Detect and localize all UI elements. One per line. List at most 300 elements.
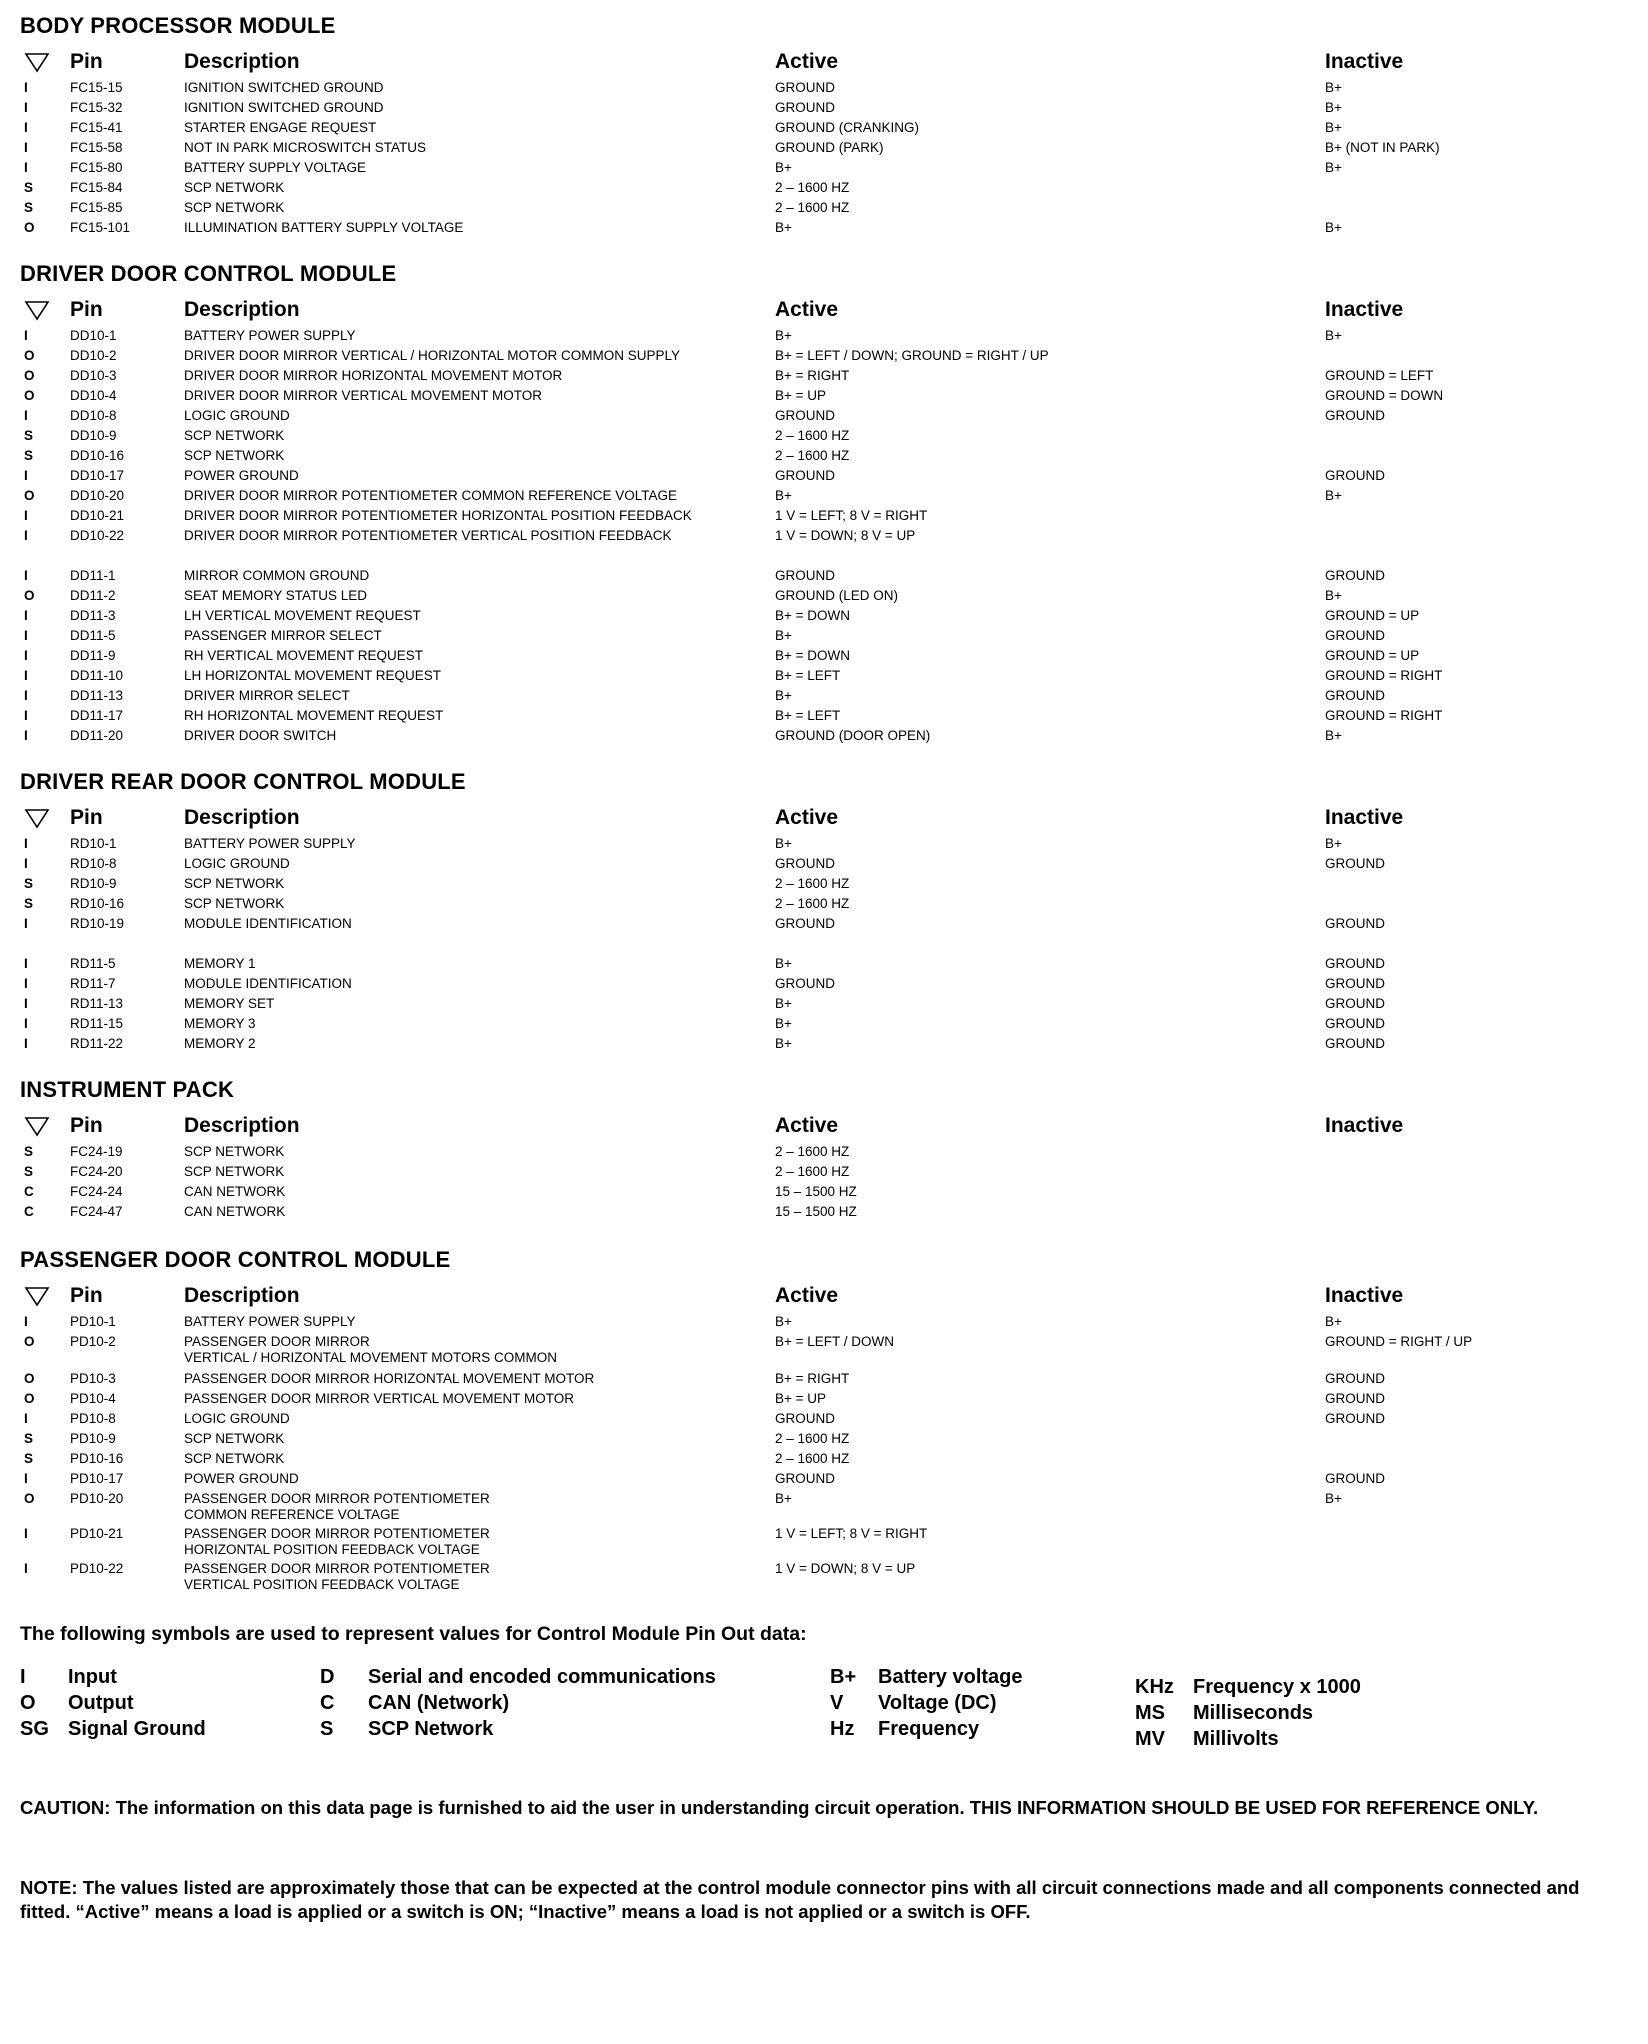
inactive-value: GROUND [1325,568,1385,583]
legend-label: Output [68,1692,134,1714]
pin-id: PD10-4 [70,1391,116,1406]
pin-type: S [24,1451,34,1466]
inactive-column-header: Inactive [1325,50,1404,73]
description-column-header: Description [184,806,300,829]
pin-id: DD11-1 [70,568,116,583]
table-header [20,294,1630,326]
pin-column-header: Pin [70,50,103,73]
pin-id: FC15-84 [70,180,123,195]
pin-type: I [24,160,28,175]
pin-id: DD10-1 [70,328,117,343]
table-row [20,586,1630,606]
pin-type: I [24,1411,28,1426]
pin-type: I [24,80,28,95]
pin-description: DRIVER DOOR MIRROR POTENTIOMETER HORIZONTAL POSITION FEEDBACK [184,508,692,523]
legend-item [830,1664,1135,1690]
legend-label: Millivolts [1193,1728,1279,1750]
pin-type: I [24,468,28,483]
legend-symbol: SG [20,1718,49,1740]
pin-id: FC15-32 [70,100,123,115]
active-value: 2 – 1600 HZ [775,448,850,463]
pin-id: DD11-10 [70,668,124,683]
pin-id: PD10-1 [70,1314,116,1329]
pin-description: SCP NETWORK [184,180,285,195]
active-value: B+ [775,956,792,971]
table-row [20,198,1630,218]
pin-id: PD10-16 [70,1451,124,1466]
active-value: GROUND (PARK) [775,140,884,155]
active-value: 2 – 1600 HZ [775,1144,850,1159]
active-value: 15 – 1500 HZ [775,1204,857,1219]
type-column-header [20,1115,70,1137]
inactive-value: B+ [1325,100,1342,115]
active-value: B+ [775,1314,792,1329]
table-row [20,994,1630,1014]
inactive-value: GROUND [1325,468,1385,483]
active-value: B+ [775,488,792,503]
pin-type: O [24,388,35,403]
pin-column-header: Pin [70,298,103,321]
table-row [20,566,1630,586]
pin-type: S [24,896,34,911]
pin-type: O [24,1371,35,1386]
pin-type: O [24,488,35,503]
active-column-header: Active [775,298,839,321]
active-value: 2 – 1600 HZ [775,876,850,891]
module-section [20,1246,1630,1593]
pin-type: I [24,100,28,115]
table-row [20,506,1630,526]
pin-id: RD11-5 [70,956,116,971]
table-row [20,466,1630,486]
inactive-value: GROUND [1325,1371,1385,1386]
legend-item [320,1690,830,1716]
inactive-value: GROUND [1325,956,1385,971]
active-value: B+ [775,160,792,175]
pin-id: DD10-9 [70,428,117,443]
pin-id: RD11-7 [70,976,116,991]
pin-type: S [24,428,34,443]
description-column-header: Description [184,1284,300,1307]
active-value: B+ = LEFT / DOWN [775,1334,895,1349]
table-row [20,158,1630,178]
legend-label: Signal Ground [68,1718,206,1740]
inactive-value: B+ [1325,160,1342,175]
active-value: 2 – 1600 HZ [775,1451,850,1466]
pin-description: MIRROR COMMON GROUND [184,568,370,583]
pin-description: BATTERY SUPPLY VOLTAGE [184,160,367,175]
pin-column-header: Pin [70,1284,103,1307]
pin-type: O [24,1391,35,1406]
active-value: 15 – 1500 HZ [775,1184,857,1199]
pin-description: MEMORY 2 [184,1036,256,1051]
section-title: INSTRUMENT PACK [20,1077,235,1102]
legend-item [20,1716,320,1742]
pin-description: SCP NETWORK [184,896,285,911]
active-column-header: Active [775,50,839,73]
inactive-column-header: Inactive [1325,806,1404,829]
pin-description: CAN NETWORK [184,1204,286,1219]
section-title: PASSENGER DOOR CONTROL MODULE [20,1247,451,1272]
pin-description: STARTER ENGAGE REQUEST [184,120,377,135]
table-row [20,406,1630,426]
table-header [20,1280,1630,1312]
table-row [20,346,1630,366]
active-value: GROUND (LED ON) [775,588,899,603]
active-value: B+ = LEFT [775,708,841,723]
pin-id: DD10-8 [70,408,117,423]
pin-id: PD10-8 [70,1411,116,1426]
inactive-value: GROUND [1325,976,1385,991]
active-value: GROUND [775,1411,835,1426]
active-value: GROUND [775,100,835,115]
legend-symbol: KHz [1135,1676,1174,1698]
pin-description: MODULE IDENTIFICATION [184,916,352,931]
pin-type: I [24,1016,28,1031]
table-row [20,834,1630,854]
inactive-value: B+ [1325,220,1342,235]
pin-type: I [24,328,28,343]
inactive-value: GROUND = RIGHT [1325,668,1443,683]
pin-id: FC24-24 [70,1184,123,1199]
active-value: B+ = UP [775,1391,827,1406]
active-value: B+ = LEFT [775,668,841,683]
module-sections [20,12,1630,1593]
legend-label: Serial and encoded communications [368,1666,716,1688]
pin-type: O [24,1334,35,1349]
pin-type: I [24,708,28,723]
table-row [20,974,1630,994]
table-row [20,1202,1630,1222]
active-value: GROUND [775,976,835,991]
active-value: B+ [775,1016,792,1031]
pin-description: CAN NETWORK [184,1184,286,1199]
inactive-value: B+ [1325,120,1342,135]
pin-description: SCP NETWORK [184,448,285,463]
legend-item [830,1690,1135,1716]
pin-type: I [24,996,28,1011]
pin-description: DRIVER DOOR SWITCH [184,728,337,743]
active-value: 1 V = DOWN; 8 V = UP [775,1561,916,1576]
table-header [20,1110,1630,1142]
legend-column [830,1664,1135,1752]
legend-label: SCP Network [368,1718,494,1740]
pin-id: FC15-58 [70,140,123,155]
pin-type: S [24,448,34,463]
table-row [20,1449,1630,1469]
module-section [20,768,1630,1054]
legend-item [20,1664,320,1690]
table-row [20,914,1630,934]
pin-id: RD11-22 [70,1036,124,1051]
active-value: B+ [775,220,792,235]
table-row [20,1491,1630,1523]
type-column-header [20,299,70,321]
pin-id: DD11-5 [70,628,116,643]
table-row [20,1312,1630,1332]
pin-type: I [24,120,28,135]
inactive-value: GROUND [1325,996,1385,1011]
table-row [20,1409,1630,1429]
inactive-value: GROUND = RIGHT [1325,708,1443,723]
inactive-value: B+ [1325,836,1342,851]
active-value: B+ = DOWN [775,648,851,663]
triangle-down-icon [24,51,70,73]
pin-type: I [24,408,28,423]
pin-type: I [24,648,28,663]
table-row [20,486,1630,506]
pin-id: PD10-9 [70,1431,116,1446]
table-row [20,1389,1630,1409]
table-row [20,98,1630,118]
table-header [20,46,1630,78]
pin-description: LOGIC GROUND [184,408,290,423]
pin-type: I [24,728,28,743]
pin-id: RD10-19 [70,916,125,931]
inactive-value: B+ [1325,1314,1342,1329]
pin-description: MODULE IDENTIFICATION [184,976,352,991]
table-row [20,138,1630,158]
inactive-value: GROUND [1325,688,1385,703]
active-value: GROUND [775,408,835,423]
active-value: 1 V = LEFT; 8 V = RIGHT [775,1526,928,1541]
table-row [20,1182,1630,1202]
active-column-header: Active [775,806,839,829]
pin-type: I [24,508,28,523]
pin-description: SCP NETWORK [184,876,285,891]
table-row [20,386,1630,406]
inactive-value: B+ (NOT IN PARK) [1325,140,1440,155]
pin-description: SCP NETWORK [184,200,285,215]
legend-symbol: S [320,1718,334,1740]
table-header [20,802,1630,834]
pin-id: FC15-85 [70,200,123,215]
active-value: B+ = RIGHT [775,1371,850,1386]
table-row [20,118,1630,138]
table-row [20,706,1630,726]
active-value: B+ = LEFT / DOWN; GROUND = RIGHT / UP [775,348,1049,363]
section-title: BODY PROCESSOR MODULE [20,13,336,38]
pin-id: RD11-15 [70,1016,124,1031]
inactive-column-header: Inactive [1325,1114,1404,1137]
pin-type: I [24,140,28,155]
table-row [20,646,1630,666]
pin-description: BATTERY POWER SUPPLY [184,836,356,851]
pin-type: I [24,568,28,583]
active-column-header: Active [775,1284,839,1307]
table-row [20,666,1630,686]
legend-column [320,1664,830,1752]
table-row [20,178,1630,198]
inactive-value: GROUND [1325,1391,1385,1406]
inactive-value: B+ [1325,80,1342,95]
legend-symbol: C [320,1692,335,1714]
pin-id: DD11-3 [70,608,116,623]
pin-id: RD10-16 [70,896,125,911]
legend-symbol: D [320,1666,335,1688]
inactive-value: B+ [1325,328,1342,343]
inactive-value: GROUND [1325,1016,1385,1031]
pin-id: DD10-4 [70,388,117,403]
pin-description: PASSENGER DOOR MIRROR HORIZONTAL MOVEMENT MOTOR [184,1371,595,1386]
legend-label: CAN (Network) [368,1692,510,1714]
inactive-value: GROUND [1325,916,1385,931]
description-column-header: Description [184,1114,300,1137]
pin-type: S [24,180,34,195]
pin-description: SEAT MEMORY STATUS LED [184,588,368,603]
table-row [20,1469,1630,1489]
definition-note: NOTE: The values listed are approximately those that can be expected at the control module connector pins with all circuit connections made and all components connected and fitted. “Active” means a load is applied or a switch is ON; “Inactive” means a load is not applied or a switch is OFF. [20,1877,1580,1922]
pin-type: S [24,1144,34,1159]
pin-type: O [24,368,35,383]
pin-type: I [24,528,28,543]
description-column-header: Description [184,298,300,321]
inactive-value: GROUND = UP [1325,608,1420,623]
table-row [20,426,1630,446]
pin-id: PD10-2 [70,1334,116,1349]
pin-id: PD10-17 [70,1471,124,1486]
inactive-value: GROUND = UP [1325,648,1420,663]
active-value: 2 – 1600 HZ [775,1164,850,1179]
inactive-value: GROUND [1325,408,1385,423]
pin-description: IGNITION SWITCHED GROUND [184,100,384,115]
table-row [20,1162,1630,1182]
table-row [20,1034,1630,1054]
triangle-down-icon [24,807,70,829]
table-row [20,526,1630,546]
active-value: B+ [775,1036,792,1051]
active-value: 2 – 1600 HZ [775,180,850,195]
triangle-down-icon [24,299,70,321]
inactive-column-header: Inactive [1325,1284,1404,1307]
legend-symbol: MS [1135,1702,1165,1724]
pin-description: PASSENGER DOOR MIRROR POTENTIOMETER COMMON REFERENCE VOLTAGE [184,1491,490,1522]
pin-id: DD10-17 [70,468,125,483]
legend-column [20,1664,320,1752]
legend-symbol: O [20,1692,36,1714]
pin-type: I [24,976,28,991]
module-section [20,12,1630,238]
table-row [20,326,1630,346]
pin-type: I [24,668,28,683]
active-value: B+ = DOWN [775,608,851,623]
pin-description: DRIVER DOOR MIRROR POTENTIOMETER VERTICAL POSITION FEEDBACK [184,528,672,543]
pin-description: BATTERY POWER SUPPLY [184,1314,356,1329]
table-row [20,874,1630,894]
legend-item [830,1716,1135,1742]
legend-symbol: B+ [830,1666,857,1688]
pin-id: PD10-20 [70,1491,124,1506]
pin-id: PD10-21 [70,1526,124,1541]
pin-type: I [24,916,28,931]
table-row [20,1429,1630,1449]
inactive-value: B+ [1325,488,1342,503]
type-column-header [20,51,70,73]
pin-id: FC15-101 [70,220,131,235]
inactive-value: GROUND [1325,1036,1385,1051]
pin-description: DRIVER DOOR MIRROR POTENTIOMETER COMMON REFERENCE VOLTAGE [184,488,678,503]
inactive-value: GROUND = DOWN [1325,388,1444,403]
pin-id: DD10-21 [70,508,125,523]
active-value: GROUND [775,568,835,583]
legend-item [1135,1700,1435,1726]
active-value: GROUND [775,1471,835,1486]
pin-type: O [24,220,35,235]
pin-id: FC15-41 [70,120,123,135]
table-row [20,218,1630,238]
pin-description: DRIVER DOOR MIRROR VERTICAL MOVEMENT MOTOR [184,388,543,403]
symbol-legend [20,1664,1630,1752]
pin-id: DD11-13 [70,688,124,703]
pin-type: I [24,688,28,703]
pin-id: RD11-13 [70,996,124,1011]
pin-description: DRIVER DOOR MIRROR VERTICAL / HORIZONTAL MOTOR COMMON SUPPLY [184,348,681,363]
pin-type: C [24,1204,34,1219]
inactive-value: GROUND = LEFT [1325,368,1434,383]
inactive-column-header: Inactive [1325,298,1404,321]
type-column-header [20,1285,70,1307]
caution-note: CAUTION: The information on this data page is furnished to aid the user in understanding circuit operation. THIS INFORMATION SHOULD BE USED FOR REFERENCE ONLY. [20,1797,1539,1818]
active-value: 1 V = DOWN; 8 V = UP [775,528,916,543]
pin-id: RD10-1 [70,836,117,851]
pin-description: NOT IN PARK MICROSWITCH STATUS [184,140,427,155]
legend-item [320,1716,830,1742]
table-row [20,626,1630,646]
pin-type: I [24,628,28,643]
legend-label: Voltage (DC) [878,1692,997,1714]
table-row [20,606,1630,626]
pin-description: MEMORY 3 [184,1016,256,1031]
pin-id: RD10-8 [70,856,117,871]
legend-label: Frequency x 1000 [1193,1676,1361,1698]
legend-label: Input [68,1666,117,1688]
inactive-value: GROUND [1325,1471,1385,1486]
pin-description: SCP NETWORK [184,1451,285,1466]
legend-title: The following symbols are used to represent values for Control Module Pin Out data: [20,1623,807,1645]
table-row [20,1334,1630,1366]
pin-id: FC24-47 [70,1204,123,1219]
pin-type: I [24,1471,28,1486]
pin-id: DD11-17 [70,708,124,723]
section-title: DRIVER DOOR CONTROL MODULE [20,261,397,286]
inactive-value: B+ [1325,728,1342,743]
legend-symbol: V [830,1692,844,1714]
pin-description: PASSENGER DOOR MIRROR VERTICAL / HORIZONTAL MOVEMENT MOTORS COMMON [184,1334,558,1365]
pin-description: LOGIC GROUND [184,1411,290,1426]
row-spacer [20,546,1630,566]
table-row [20,446,1630,466]
pin-id: RD10-9 [70,876,117,891]
pin-type: S [24,876,34,891]
pin-description: SCP NETWORK [184,1431,285,1446]
legend-column [1135,1674,1435,1752]
table-row [20,726,1630,746]
active-value: GROUND [775,856,835,871]
pin-type: I [24,1526,28,1541]
inactive-value: GROUND [1325,856,1385,871]
pin-description: RH HORIZONTAL MOVEMENT REQUEST [184,708,444,723]
pin-type: S [24,1431,34,1446]
legend-symbol: MV [1135,1728,1165,1750]
pin-id: FC24-20 [70,1164,123,1179]
pin-description: PASSENGER DOOR MIRROR VERTICAL MOVEMENT MOTOR [184,1391,575,1406]
module-section [20,260,1630,746]
table-row [20,686,1630,706]
pin-type: S [24,1164,34,1179]
section-title: DRIVER REAR DOOR CONTROL MODULE [20,769,466,794]
pin-description: DRIVER DOOR MIRROR HORIZONTAL MOVEMENT MOTOR [184,368,563,383]
pin-description: PASSENGER DOOR MIRROR POTENTIOMETER VERTICAL POSITION FEEDBACK VOLTAGE [184,1561,490,1592]
